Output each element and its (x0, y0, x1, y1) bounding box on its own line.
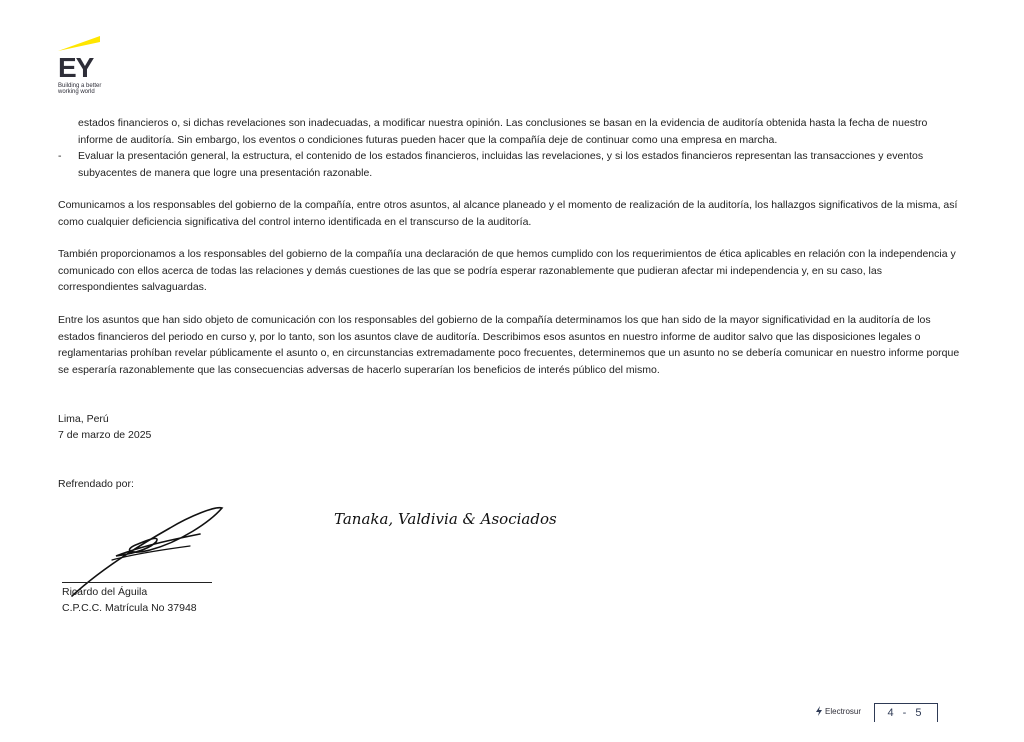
refrendado-label: Refrendado por: (58, 478, 134, 490)
bullet-text: Evaluar la presentación general, la estructura, el contenido de los estados financieros, incluidas las revelaciones, y si los estados financieros representan las transacciones y eventos subyacentes de manera que logre una presentación razonable. (78, 150, 924, 179)
ey-logo-text: EY (58, 52, 94, 83)
ey-logo (58, 36, 118, 98)
firm-handwritten-text: Tanaka, Valdivia & Asociados (334, 510, 557, 528)
bullet-dash: - (58, 150, 62, 162)
paragraph-continuation: estados financieros o, si dichas revelaciones son inadecuadas, a modificar nuestra opinión. Las conclusiones se basan en la evidencia de auditoría obtenida hasta la fecha de nuestro informe de auditoría. Sin embargo, los eventos o condiciones futuras pueden hacer que la compañía deje de continuar como una empresa en marcha. (78, 117, 928, 146)
paragraph-tambien: También proporcionamos a los responsables del gobierno de la compañía una declaración de que hemos cumplido con los requerimientos de ética aplicables en relación con la independencia y comunicado con ellos acerca de todas las relaciones y demás cuestiones de las que se podría esperar razonablemente que pudieran afectar mi independencia y, en su caso, las correspondientes salvaguardas. (58, 248, 956, 293)
signature-line (62, 582, 212, 583)
date-text: 7 de marzo de 2025 (58, 429, 152, 441)
lightning-bolt-icon (816, 706, 822, 716)
place-text: Lima, Perú (58, 413, 109, 425)
ey-tagline-line2: working world (58, 89, 95, 95)
electrosur-logo (816, 706, 861, 716)
signer-registration: C.P.C.C. Matrícula No 37948 (62, 602, 197, 614)
electrosur-logo-text: Electrosur (825, 706, 862, 716)
paragraph-entre: Entre los asuntos que han sido objeto de comunicación con los responsables del gobierno de la compañía determinamos los que han sido de la mayor significatividad en la auditoría de los estados financieros del periodo en curso y, por lo tanto, son los asuntos clave de auditoría. Describimos esos asuntos en nuestro informe de auditor salvo que las disposiciones legales o reglamentarias prohíban revelar públicamente el asunto o, en circunstancias extremadamente poco frecuentes, determinemos que un asunto no se debería comunicar en nuestro informe porque se esperaría razonablemente que las consecuencias adversas de hacerlo superarían los beneficios de interés público del mismo. (58, 314, 960, 376)
paragraph-comunicamos: Comunicamos a los responsables del gobierno de la compañía, entre otros asuntos, al alcance planeado y el momento de realización de la auditoría, los hallazgos significativos de la misma, así como cualquier deficiencia significativa del control interno identificada en el transcurso de la auditoría. (58, 199, 958, 228)
signer-name: Ricardo del Águila (62, 586, 148, 598)
ey-tagline-line1: Building a better (58, 83, 102, 89)
page-indicator: 4 - 5 (874, 703, 938, 722)
firm-signature-handwriting (330, 500, 570, 540)
